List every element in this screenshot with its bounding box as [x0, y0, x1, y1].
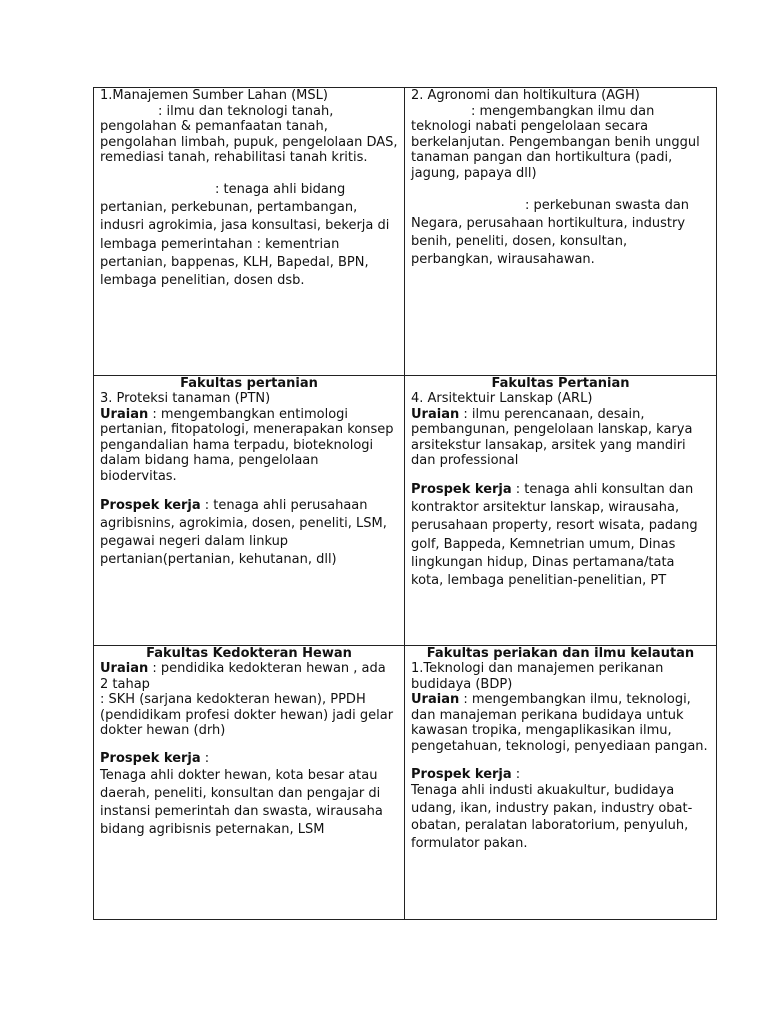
bdp-uraian [411, 692, 710, 754]
fkh-uraian-label: Uraian [100, 661, 149, 676]
arl-prospek-label: Prospek kerja [411, 481, 512, 497]
document-page [93, 87, 716, 919]
ptn-faculty-title: Fakultas pertanian [180, 376, 318, 391]
table-row [94, 376, 717, 646]
ptn-prospek-text: : tenaga ahli perusahaan agribisnins, agrokimia, dosen, peneliti, LSM, pegawai negeri dalam linkup pertanian(pertanian, kehutanan, dll) [100, 497, 387, 568]
ptn-prospek [100, 497, 398, 570]
cell-agh [405, 88, 717, 376]
bdp-faculty-title: Fakultas periakan dan ilmu kelautan [426, 646, 695, 661]
bdp-uraian-text: : mengembangkan ilmu, teknologi, dan manajeman perikana budidaya untuk kawasan tropika, mengaplikasikan ilmu, pengetahuan, teknologi, penyediaan pangan. [411, 692, 708, 754]
fkh-prospek-label: Prospek kerja [100, 750, 201, 766]
fkh-prospek [100, 751, 398, 767]
fkh-prospek-text: Tenaga ahli dokter hewan, kota besar atau daerah, peneliti, konsultan dan pengajar di instansi pemerintah dan swasta, wirausaha bidang agribisnis peternakan, LSM [100, 767, 383, 838]
arl-uraian-label: Uraian [411, 406, 460, 422]
cell-msl [94, 88, 405, 376]
cell-fkh [94, 646, 405, 920]
msl-prospek-text: : tenaga ahli bidang pertanian, perkebunan, pertambangan, indusri agrokimia, jasa konsultasi, bekerja di lembaga pemerintahan : kementrian pertanian, bappenas, KLH, Bapedal, BPN, lembaga penelitian, dosen dsb. [100, 181, 390, 288]
fkh-uraian-detail: : SKH (sarjana kedokteran hewan), PPDH (pendidikam profesi dokter hewan) jadi gelar dokter hewan (drh) [100, 692, 394, 739]
cell-ptn [94, 376, 405, 646]
bdp-prospek [411, 767, 710, 783]
arl-heading: 4. Arsitektuir Lanskap (ARL) [411, 391, 593, 406]
faculty-table [93, 87, 717, 920]
table-row [94, 646, 717, 920]
fkh-faculty-title: Fakultas Kedokteran Hewan [146, 646, 352, 661]
bdp-heading: 1.Teknologi dan manajemen perikanan budidaya (BDP) [411, 661, 664, 692]
agh-uraian-text: : mengembangkan ilmu dan teknologi nabati pengelolaan secara berkelanjutan. Pengembangan benih unggul tanaman pangan dan hortikultura (padi, jagung, papaya dll) [411, 103, 700, 181]
ptn-uraian-label: Uraian [100, 406, 149, 422]
msl-heading: 1.Manajemen Sumber Lahan (MSL) [100, 88, 328, 103]
fkh-uraian-text: : pendidika kedokteran hewan , ada 2 tahap [100, 661, 386, 692]
arl-faculty-title: Fakultas Pertanian [491, 376, 630, 391]
arl-uraian-text: : ilmu perencanaan, desain, pembangunan, pengelolaan lanskap, karya arsitekstur lansakap, arsitek yang mandiri dan professional [411, 406, 693, 469]
fkh-uraian [100, 661, 398, 692]
msl-uraian-text: : ilmu dan teknologi tanah, pengolahan & pemanfaatan tanah, pengolahan limbah, pupuk, pengelolaan DAS, remediasi tanah, rehabilitasi tanah kritis. [100, 103, 398, 166]
ptn-prospek-label: Prospek kerja [100, 497, 201, 513]
arl-prospek [411, 481, 710, 590]
ptn-heading: 3. Proteksi tanaman (PTN) [100, 391, 271, 406]
agh-heading: 2. Agronomi dan holtikultura (AGH) [411, 88, 640, 103]
ptn-uraian [100, 407, 398, 485]
cell-arl [405, 376, 717, 646]
bdp-uraian-label: Uraian [411, 692, 460, 708]
ptn-uraian-text: : mengembangkan entimologi pertanian, fitopatologi, menerapakan konsep pengandalian hama terpadu, bioteknologi dalam bidang hama, pengelolaan biodervitas. [100, 406, 394, 484]
bdp-prospek-colon: : [511, 766, 521, 782]
bdp-prospek-text: Tenaga ahli industi akuakultur, budidaya udang, ikan, industry pakan, industry obat-obatan, peralatan laboratorium, penyuluh, formulator pakan. [411, 783, 693, 851]
fkh-prospek-colon: : [200, 750, 210, 766]
agh-prospek-text: : perkebunan swasta dan Negara, perusahaan hortikultura, industry benih, peneliti, dosen, konsultan, perbangkan, wirausahawan. [411, 197, 690, 268]
bdp-prospek-label: Prospek kerja [411, 766, 512, 782]
cell-bdp [405, 646, 717, 920]
arl-prospek-text: : tenaga ahli konsultan dan kontraktor arsitektur lanskap, wirausaha, perusahaan property, resort wisata, padang golf, Bappeda, Kemnetrian umum, Dinas lingkungan hidup, Dinas pertamana/tata kota, lembaga penelitian-penelitian, PT [411, 481, 698, 588]
table-row [94, 88, 717, 376]
arl-uraian [411, 407, 710, 469]
